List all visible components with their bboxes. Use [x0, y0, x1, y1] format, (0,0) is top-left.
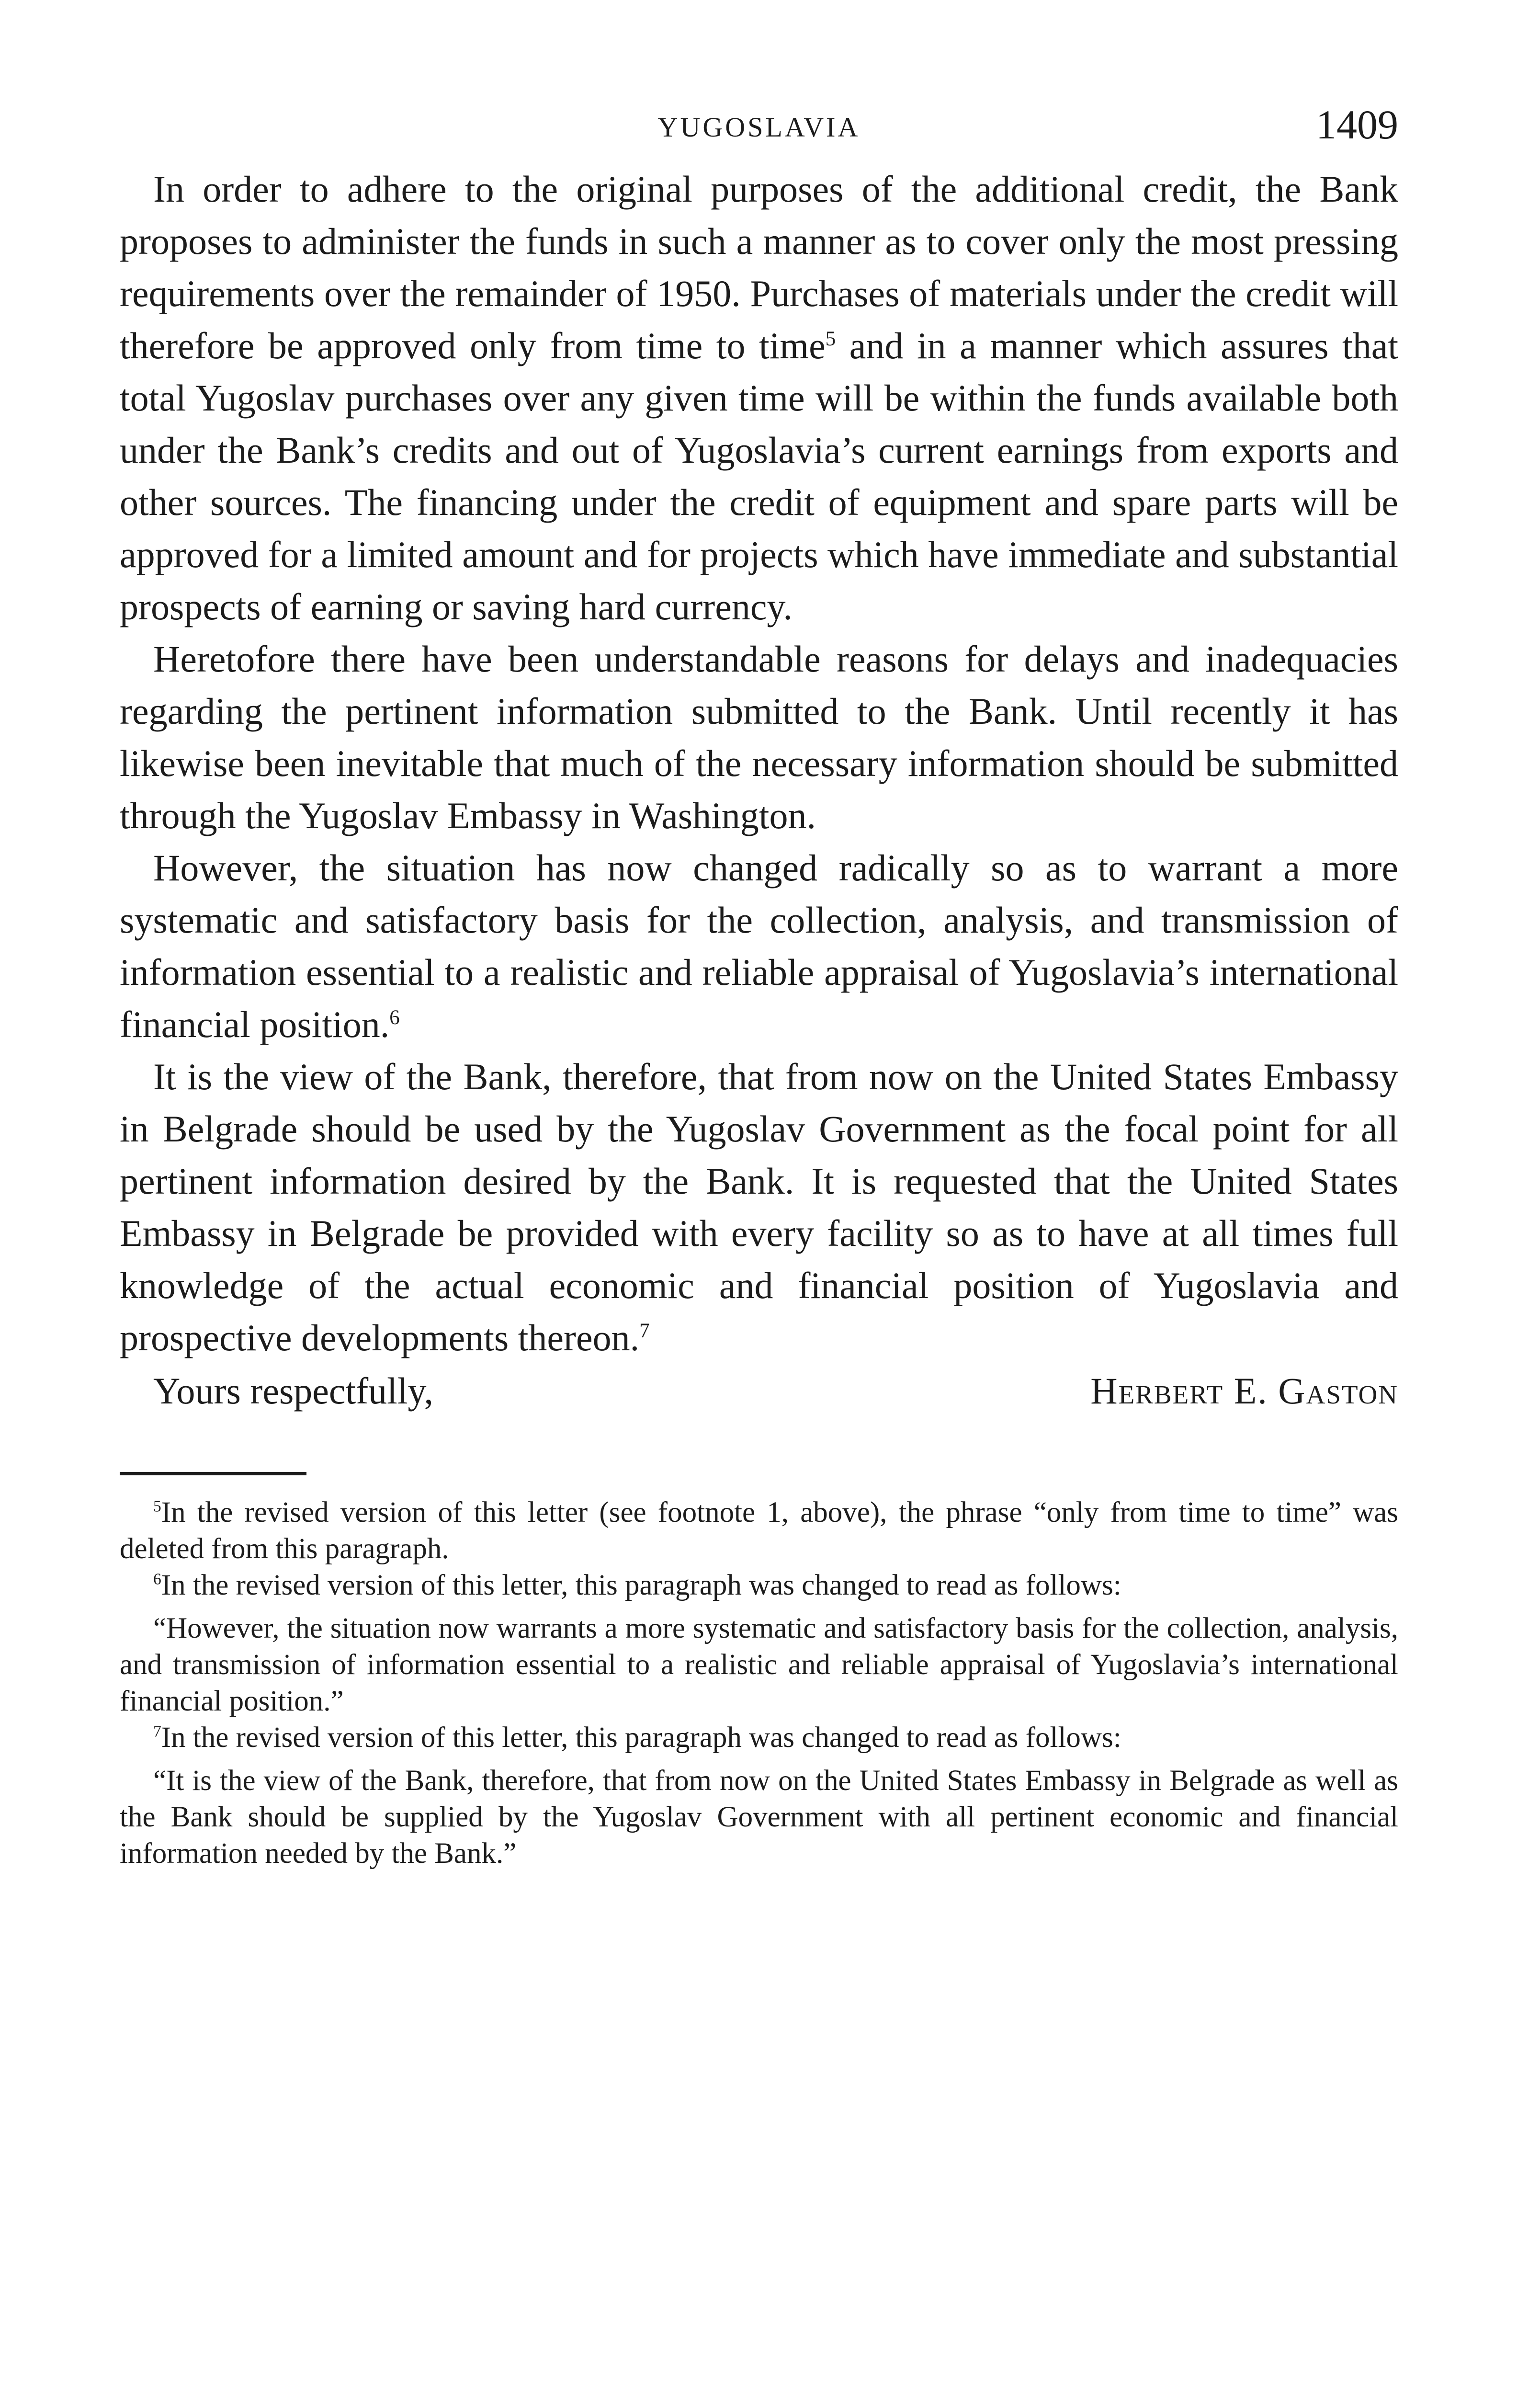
paragraph: [120, 163, 1398, 633]
footnote: [120, 1567, 1398, 1604]
footnote-quote: “It is the view of the Bank, therefore, that from now on the United States Embassy in Belgrade as well as the Bank should be supplied by the Yugoslav Government with all pertinent economic and financial information needed by the Bank.”: [120, 1765, 1398, 1870]
letter-body: [120, 163, 1398, 1364]
footnotes: [120, 1494, 1398, 1872]
footnote-text: In the revised version of this letter, this paragraph was changed to read as follows:: [161, 1569, 1121, 1601]
footnote: [120, 1494, 1398, 1567]
footnote-ref: 7: [639, 1320, 650, 1342]
footnote-ref: 6: [389, 1006, 400, 1029]
page-number: 1409: [1316, 102, 1398, 148]
paragraph: [120, 633, 1398, 842]
footnote-divider: [120, 1472, 306, 1475]
letter-closing: [120, 1365, 1398, 1417]
signature: Herbert E. Gaston: [1090, 1370, 1398, 1412]
footnote-number: 5: [153, 1497, 161, 1516]
footnote-text: In the revised version of this letter, this paragraph was changed to read as follows:: [161, 1722, 1121, 1754]
footnote-text: In the revised version of this letter (see footnote 1, above), the phrase “only from time to time” was deleted from this paragraph.: [120, 1496, 1398, 1565]
paragraph: [120, 1050, 1398, 1364]
footnote-number: 6: [153, 1570, 161, 1588]
paragraph-text: and in a manner which assures that total Yugoslav purchases over any given time will be within the funds available both under the Bank’s credits and out of Yugoslavia’s current earnings from exports and other sources. The financing under the credit of equipment and spare parts will be approved for a limited amount and for projects which have immediate and substantial prospects of earning or saving hard currency.: [120, 325, 1398, 627]
paragraph-text: However, the situation has now changed radically so as to warrant a more systematic and satisfactory basis for the collection, analysis, and transmission of information essential to a realistic and reliable appraisal of Yugoslavia’s international financial position.: [120, 847, 1398, 1045]
footnote-quote: “However, the situation now warrants a more systematic and satisfactory basis for the collection, analysis, and transmission of information essential to a realistic and reliable appraisal of Yugoslavia’s international financial position.”: [120, 1612, 1398, 1717]
paragraph: [120, 842, 1398, 1050]
footnote-ref: 5: [825, 328, 836, 350]
running-head: YUGOSLAVIA: [657, 112, 861, 143]
paragraph-text: In order to adhere to the original purposes of the additional credit, the Bank proposes to administer the funds in such a manner as to cover only the most pressing requirements over the remainder of 1950. Purchases of materials under the credit will therefore be approved only from time to time: [120, 168, 1398, 366]
footnote: [120, 1720, 1398, 1756]
page-header: [120, 101, 1398, 163]
paragraph-text: It is the view of the Bank, therefore, that from now on the United States Embassy in Belgrade should be used by the Yugoslav Government as the focal point for all pertinent information desired by the Bank. It is requested that the United States Embassy in Belgrade be provided with every facility so as to have at all times full knowledge of the actual economic and financial position of Yugoslavia and prospective developments thereon.: [120, 1056, 1398, 1358]
footnote-number: 7: [153, 1722, 161, 1741]
salutation: Yours respectfully,: [153, 1370, 433, 1412]
document-page: [120, 101, 1398, 1872]
paragraph-text: Heretofore there have been understandable reasons for delays and inadequacies regarding the pertinent information submitted to the Bank. Until recently it has likewise been inevitable that much of the necessary information should be submitted through the Yugoslav Embassy in Washington.: [120, 638, 1398, 836]
